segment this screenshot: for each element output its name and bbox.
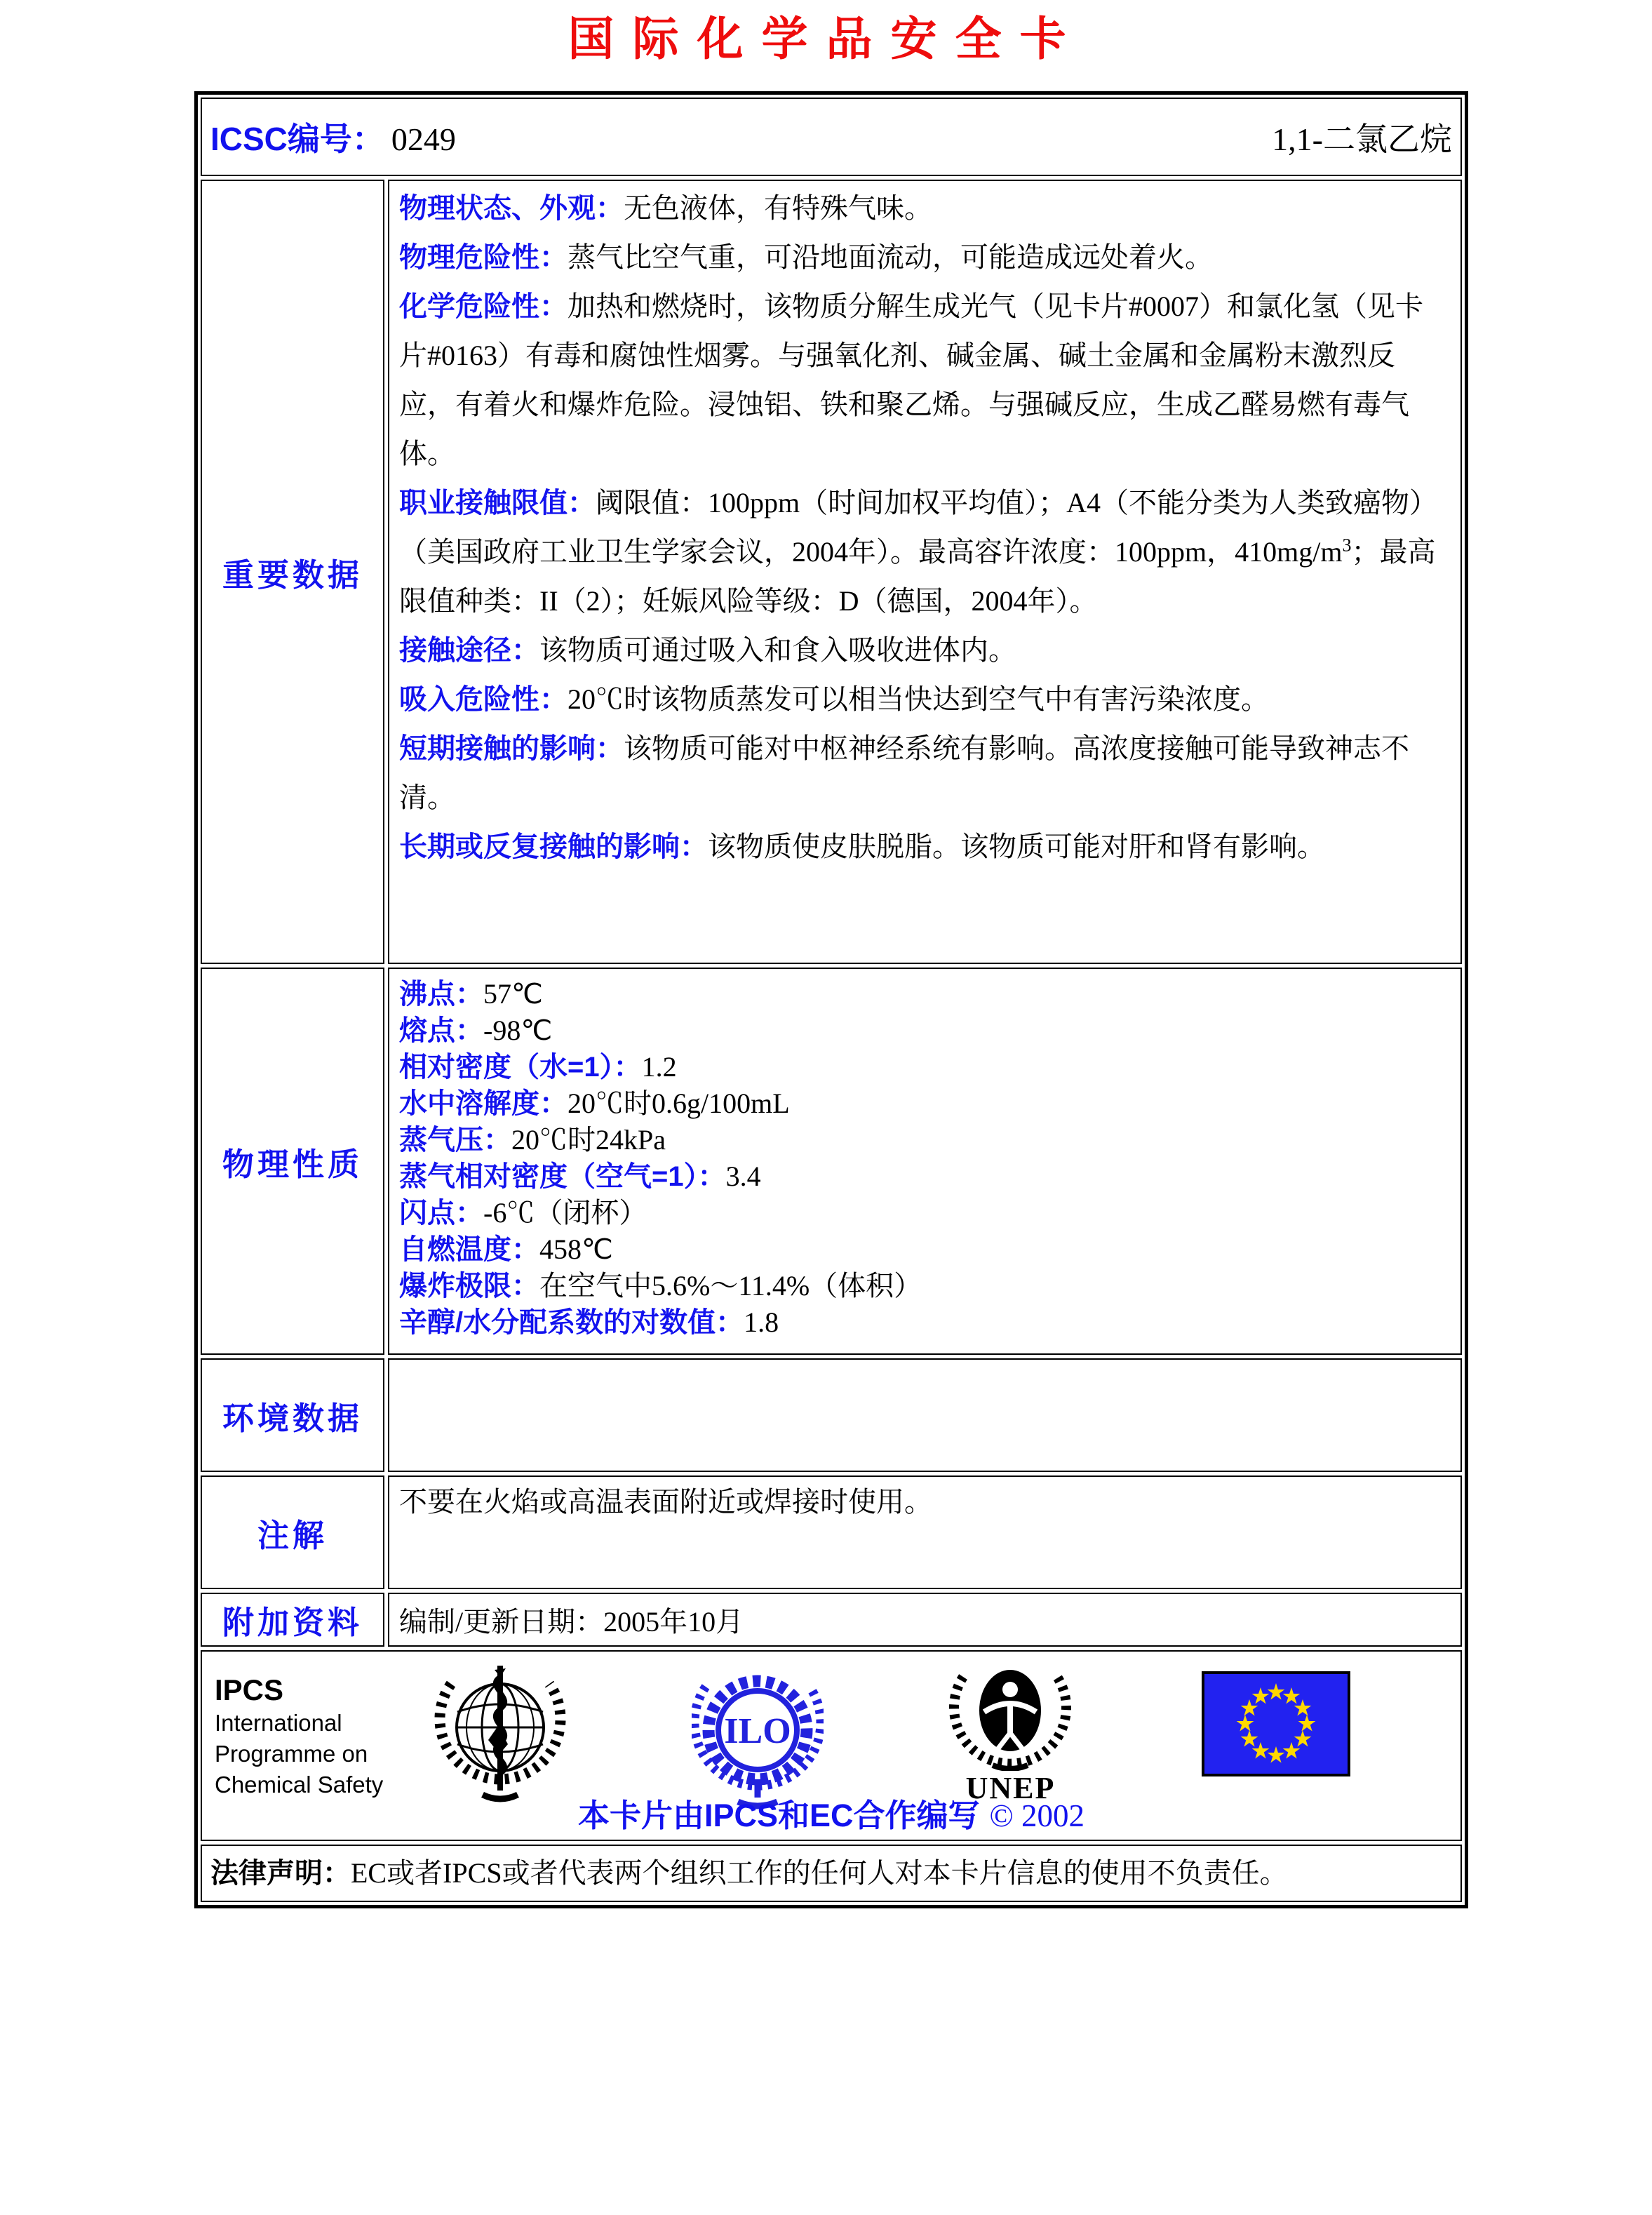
header-row: [201, 98, 1462, 176]
section-label-important-data: 重要数据: [201, 180, 384, 964]
item-label: 化学危险性：: [399, 291, 568, 322]
legal-label: 法律声明：: [210, 1858, 351, 1889]
important-item: [399, 184, 1451, 233]
physical-properties-row: [201, 968, 1462, 1355]
ipcs-text-block: [215, 1673, 383, 1800]
who-logo-icon: [434, 1657, 567, 1809]
property-label: 熔点：: [399, 1015, 483, 1046]
legal-text: EC或者IPCS或者代表两个组织工作的任何人对本卡片信息的使用不负责任。: [351, 1857, 1288, 1889]
item-text: 阈限值：100ppm（时间加权平均值）；A4（不能分类为人类致癌物）（美国政府工业卫生学家会议，2004年）。最高容许浓度：100ppm，410mg/m: [399, 487, 1437, 568]
section-content-additional-info: 编制/更新日期：2005年10月: [388, 1593, 1462, 1647]
legal-row: [201, 1845, 1462, 1902]
logos-row: [201, 1650, 1462, 1841]
property-row: [399, 1158, 1451, 1195]
item-label: 物理危险性：: [399, 242, 568, 273]
copyright-text: © 2002: [989, 1798, 1084, 1833]
section-label-notes: 注解: [201, 1475, 384, 1589]
property-row: [399, 1195, 1451, 1231]
ipcs-line: Programme on: [215, 1741, 368, 1767]
ilo-letters: ILO: [724, 1711, 791, 1751]
property-label: 爆炸极限：: [399, 1271, 539, 1301]
eu-flag-icon: [1202, 1671, 1350, 1780]
logos-cell: [201, 1650, 1462, 1841]
property-row: [399, 1049, 1451, 1085]
icsc-number-label: ICSC编号：: [210, 121, 384, 157]
ipcs-line: International: [215, 1710, 342, 1736]
legal-cell: [201, 1845, 1462, 1902]
property-value: 20℃时0.6g/100mL: [568, 1088, 790, 1119]
important-item: [399, 675, 1451, 724]
item-label: 物理状态、外观：: [399, 193, 624, 224]
property-value: -98℃: [483, 1015, 553, 1046]
item-text: 无色液体，有特殊气味。: [624, 192, 932, 224]
important-item: [399, 822, 1451, 871]
section-content-notes: 不要在火焰或高温表面附近或焊接时使用。: [388, 1475, 1462, 1589]
property-value: 20℃时24kPa: [511, 1124, 666, 1156]
section-label-environmental-data: 环境数据: [201, 1358, 384, 1472]
property-label: 水中溶解度：: [399, 1088, 568, 1119]
item-text: ；最高限值种类：II（2）；妊娠风险等级：D（德国，2004年）。: [399, 536, 1436, 617]
property-row: [399, 1231, 1451, 1268]
important-item: [399, 282, 1451, 479]
item-text: 蒸气比空气重，可沿地面流动，可能造成远处着火。: [568, 241, 1213, 273]
icsc-number-group: [210, 114, 456, 160]
unep-logo-icon: [942, 1660, 1079, 1806]
property-value: 458℃: [539, 1233, 613, 1265]
item-label: 职业接触限值：: [399, 488, 596, 518]
section-label-physical-properties: 物理性质: [201, 968, 384, 1355]
property-row: [399, 1012, 1451, 1049]
property-label: 闪点：: [399, 1198, 483, 1229]
property-label: 蒸气压：: [399, 1125, 511, 1156]
important-data-row: [201, 180, 1462, 964]
item-text: 该物质使皮肤脱脂。该物质可能对肝和肾有影响。: [708, 831, 1325, 862]
property-label: 蒸气相对密度（空气=1）：: [399, 1161, 726, 1192]
property-value: -6℃（闭杯）: [483, 1197, 647, 1229]
property-row: [399, 1085, 1451, 1122]
property-label: 沸点：: [399, 979, 483, 1010]
property-row: [399, 1268, 1451, 1304]
important-item: [399, 626, 1451, 675]
item-text: 20℃时该物质蒸发可以相当快达到空气中有害污染浓度。: [568, 683, 1269, 715]
page-title: 国际化学品安全卡: [568, 14, 1084, 65]
unep-caption: UNEP: [965, 1771, 1056, 1805]
cooperation-line: [202, 1790, 1460, 1835]
superscript: 3: [1342, 535, 1352, 556]
notes-row: [201, 1475, 1462, 1589]
additional-info-row: [201, 1593, 1462, 1647]
property-value: 在空气中5.6%～11.4%（体积）: [539, 1270, 922, 1301]
property-row: [399, 976, 1451, 1012]
important-item: [399, 233, 1451, 282]
chemical-name: 1,1-二氯乙烷: [1272, 121, 1452, 157]
header-cell: [201, 98, 1462, 176]
section-content-important-data: [388, 180, 1462, 964]
property-row: [399, 1304, 1451, 1341]
property-label: 相对密度（水=1）：: [399, 1052, 642, 1083]
section-content-environmental-data: [388, 1358, 1462, 1472]
property-value: 3.4: [725, 1160, 761, 1192]
section-label-additional-info: 附加资料: [201, 1593, 384, 1647]
important-item: [399, 479, 1451, 626]
item-label: 吸入危险性：: [399, 684, 568, 715]
item-label: 短期接触的影响：: [399, 733, 624, 764]
item-text: 该物质可通过吸入和食入吸收进体内。: [539, 634, 1016, 666]
section-content-physical-properties: [388, 968, 1462, 1355]
property-value: 1.2: [641, 1051, 677, 1083]
item-text: 加热和燃烧时，该物质分解生成光气（见卡片#0007）和氯化氢（见卡片#0163）有毒和腐蚀性烟雾。与强氧化剂、碱金属、碱土金属和金属粉末激烈反应，有着火和爆炸危险。浸蚀铝、铁和聚乙烯。与强碱反应，生成乙醛易燃有毒气体。: [399, 290, 1423, 469]
environmental-data-row: [201, 1358, 1462, 1472]
item-text: 该物质可能对中枢神经系统有影响。高浓度接触可能导致神志不清。: [399, 732, 1409, 813]
cooperation-text: 本卡片由IPCS和EC合作编写: [578, 1798, 980, 1833]
property-row: [399, 1122, 1451, 1158]
property-label: 辛醇/水分配系数的对数值：: [399, 1307, 744, 1338]
icsc-card: [194, 91, 1468, 1908]
item-label: 接触途径：: [399, 635, 539, 666]
item-label: 长期或反复接触的影响：: [399, 831, 708, 862]
property-value: 1.8: [744, 1306, 779, 1338]
property-label: 自燃温度：: [399, 1234, 539, 1265]
property-value: 57℃: [483, 978, 543, 1010]
ipcs-line: Chemical Safety: [215, 1772, 384, 1798]
icsc-number-value: 0249: [391, 121, 456, 157]
ipcs-acronym: IPCS: [215, 1673, 284, 1706]
important-item: [399, 724, 1451, 822]
